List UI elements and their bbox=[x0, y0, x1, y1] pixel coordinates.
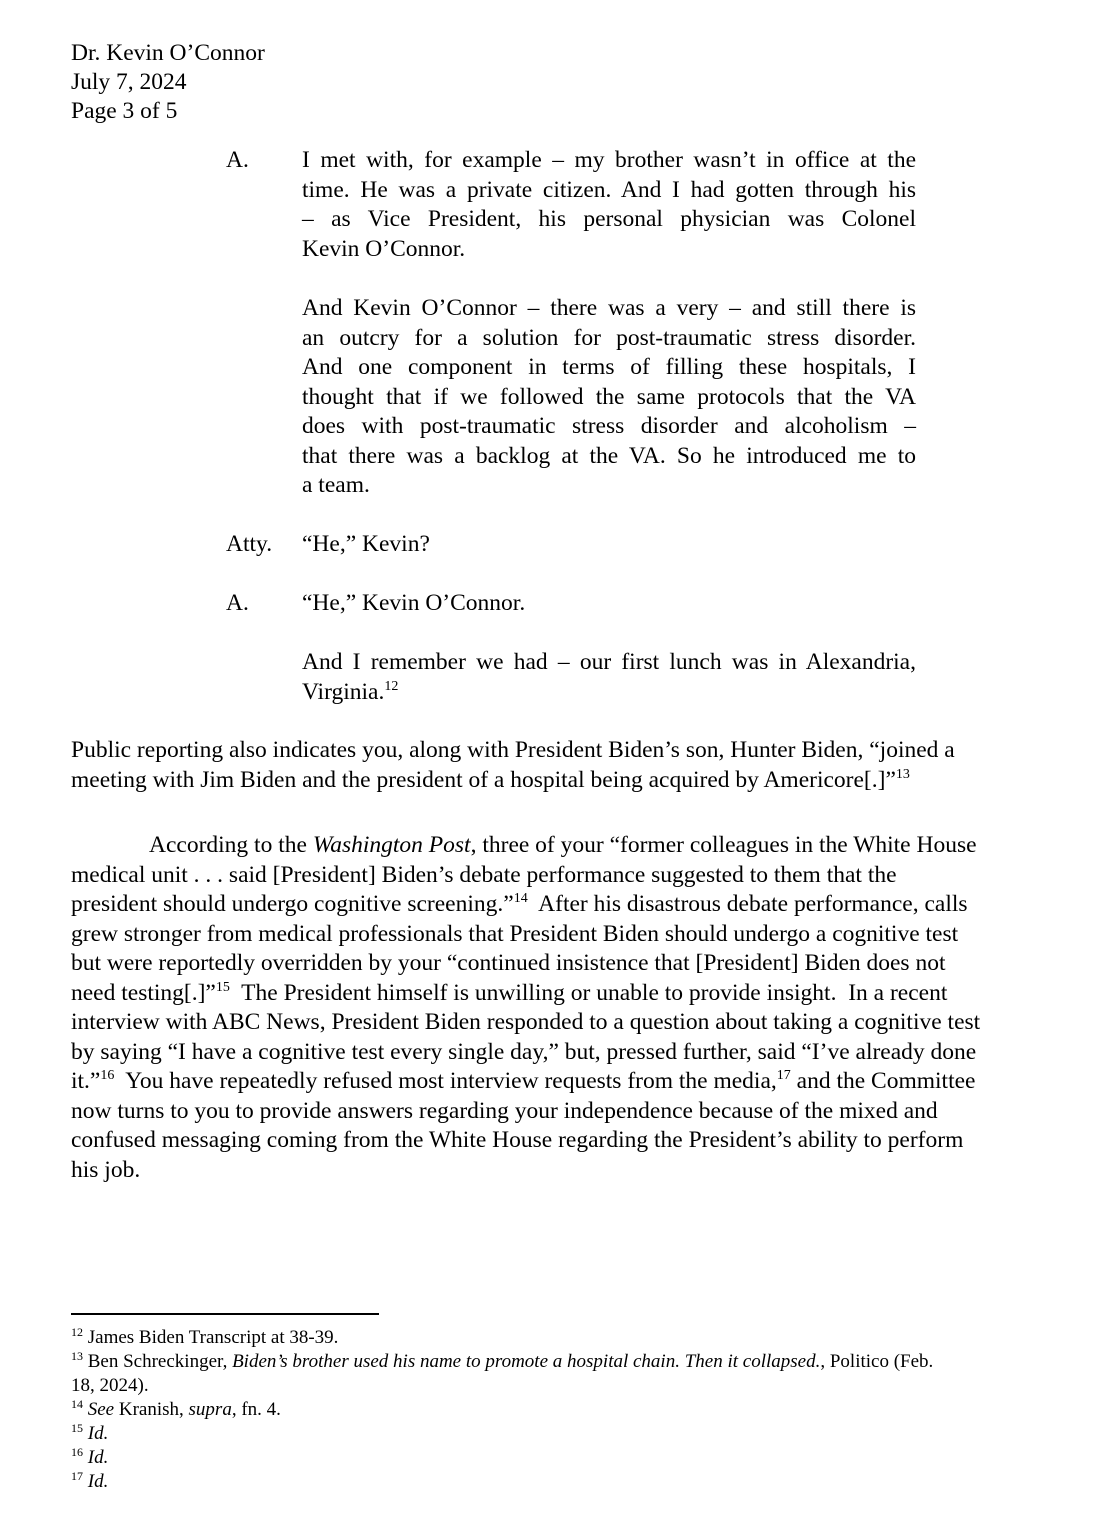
body-text: After his disastrous debate performance, calls bbox=[527, 891, 968, 917]
body-line: interview with ABC News, President Biden responded to a question about taking a cognitive test bbox=[71, 1009, 981, 1035]
transcript-line: does with post-traumatic stress disorder and alcoholism – bbox=[302, 413, 916, 439]
transcript-line: I met with, for example – my brother wasn’t in office at the bbox=[302, 147, 916, 173]
footnote-ref[interactable]: 16 bbox=[100, 1068, 115, 1083]
footnote-ref[interactable]: 12 bbox=[384, 678, 399, 694]
footnote-ref[interactable]: 17 bbox=[776, 1068, 791, 1083]
transcript-line: time. He was a private citizen. And I had gotten through his bbox=[302, 176, 916, 203]
letter-header bbox=[71, 39, 265, 126]
transcript-line: “He,” Kevin O’Connor. bbox=[302, 590, 526, 616]
body-line bbox=[71, 766, 1065, 796]
footnote-12 bbox=[71, 1326, 1061, 1350]
footnote-number: 15 bbox=[71, 1421, 83, 1435]
footnote-signal: See bbox=[87, 1399, 115, 1420]
transcript-line: And one component in terms of filling these hospitals, I bbox=[302, 354, 916, 380]
body-text: president should undergo cognitive screening.” bbox=[71, 891, 514, 917]
footnotes bbox=[71, 1326, 1061, 1494]
transcript-answer bbox=[302, 589, 916, 619]
footnote-number: 16 bbox=[71, 1445, 83, 1459]
page-number: Page 3 of 5 bbox=[71, 98, 178, 124]
footnote-source: , Politico (Feb. bbox=[820, 1351, 934, 1372]
footnote-number: 17 bbox=[71, 1469, 83, 1483]
footnote-author: Ben Schreckinger, bbox=[87, 1351, 233, 1372]
footnote-ref[interactable]: 13 bbox=[895, 766, 910, 782]
recipient-name: Dr. Kevin O’Connor bbox=[71, 40, 265, 66]
body-line bbox=[71, 1067, 1065, 1097]
transcript-line-text: Virginia. bbox=[302, 678, 385, 705]
transcript-answer bbox=[302, 294, 916, 501]
body-line: but were reportedly overridden by your “continued insistence that [President] Biden does not bbox=[71, 950, 946, 976]
body-line: Public reporting also indicates you, along with President Biden’s son, Hunter Biden, “joined a bbox=[71, 737, 955, 763]
footnote-text: James Biden Transcript at 38-39. bbox=[87, 1327, 339, 1348]
body-line bbox=[71, 979, 1065, 1009]
footnote-signal: supra bbox=[188, 1399, 232, 1420]
footnote-text: Id. bbox=[87, 1423, 109, 1444]
body-line: by saying “I have a cognitive test every single day,” but, pressed further, said “I’ve already done bbox=[71, 1038, 977, 1065]
footnote-number: 12 bbox=[71, 1325, 83, 1339]
transcript-line: “He,” Kevin? bbox=[302, 531, 430, 557]
body-paragraph-1 bbox=[71, 736, 1065, 795]
transcript-line: Kevin O’Connor. bbox=[302, 235, 466, 262]
footnote-ref[interactable]: 14 bbox=[513, 891, 528, 906]
footnote-separator bbox=[71, 1313, 379, 1315]
transcript-question bbox=[302, 530, 916, 560]
body-text: You have repeatedly refused most interview requests from the media, bbox=[114, 1068, 777, 1094]
footnote-text: Id. bbox=[87, 1447, 109, 1468]
body-text: need testing[.]” bbox=[71, 979, 216, 1006]
transcript-line: – as Vice President, his personal physician was Colonel bbox=[302, 206, 916, 232]
footnote-14 bbox=[71, 1398, 1061, 1422]
body-text: and the Committee bbox=[790, 1068, 976, 1094]
footnote-article-title: Biden’s brother used his name to promote a hospital chain. Then it collapsed. bbox=[232, 1351, 821, 1372]
transcript-line bbox=[302, 678, 916, 708]
transcript-line: And I remember we had – our first lunch was in Alexandria, bbox=[302, 649, 916, 675]
speaker-label: A. bbox=[226, 590, 249, 616]
footnote-number: 13 bbox=[71, 1349, 83, 1363]
body-text: According to the bbox=[149, 832, 313, 858]
body-line: now turns to you to provide answers regarding your independence because of the mixed and bbox=[71, 1097, 938, 1124]
body-line: medical unit . . . said [President] Biden’s debate performance suggested to them that the bbox=[71, 861, 897, 888]
body-line: his job. bbox=[71, 1156, 141, 1183]
speaker-label: Atty. bbox=[226, 531, 273, 557]
footnote-text: , fn. 4. bbox=[231, 1399, 281, 1420]
body-line bbox=[71, 831, 1065, 861]
transcript-line: that there was a backlog at the VA. So he introduced me to bbox=[302, 442, 916, 469]
transcript-line: And Kevin O’Connor – there was a very – and still there is bbox=[302, 295, 916, 321]
footnote-15 bbox=[71, 1422, 1061, 1446]
footnote-13 bbox=[71, 1350, 1061, 1398]
body-line-text: meeting with Jim Biden and the president of a hospital being acquired by Americore[.]” bbox=[71, 766, 896, 793]
footnote-date: 18, 2024). bbox=[71, 1375, 149, 1396]
transcript-line: thought that if we followed the same protocols that the VA bbox=[302, 383, 916, 410]
footnote-ref[interactable]: 15 bbox=[215, 979, 230, 995]
transcript-line: a team. bbox=[302, 472, 370, 498]
body-line: confused messaging coming from the White House regarding the President’s ability to perform bbox=[71, 1127, 964, 1153]
transcript-line: an outcry for a solution for post-traumatic stress disorder. bbox=[302, 324, 916, 351]
transcript-answer bbox=[302, 648, 916, 707]
footnote-text: Id. bbox=[87, 1471, 109, 1492]
body-line bbox=[71, 890, 1065, 920]
footnote-17 bbox=[71, 1470, 1061, 1494]
body-text: The President himself is unwilling or unable to provide insight. In a recent bbox=[229, 979, 948, 1006]
footnote-16 bbox=[71, 1446, 1061, 1470]
footnote-number: 14 bbox=[71, 1397, 83, 1411]
body-text: , three of your “former colleagues in the White House bbox=[470, 832, 977, 858]
letter-date: July 7, 2024 bbox=[71, 69, 187, 95]
body-text: it.” bbox=[71, 1068, 101, 1094]
footnote-text: Kranish, bbox=[114, 1399, 189, 1420]
speaker-label: A. bbox=[226, 147, 249, 173]
body-paragraph-2 bbox=[71, 831, 1065, 1185]
transcript-answer bbox=[302, 146, 916, 264]
publication-name: Washington Post bbox=[312, 832, 471, 858]
body-line: grew stronger from medical professionals that President Biden should undergo a cognitive test bbox=[71, 920, 959, 947]
